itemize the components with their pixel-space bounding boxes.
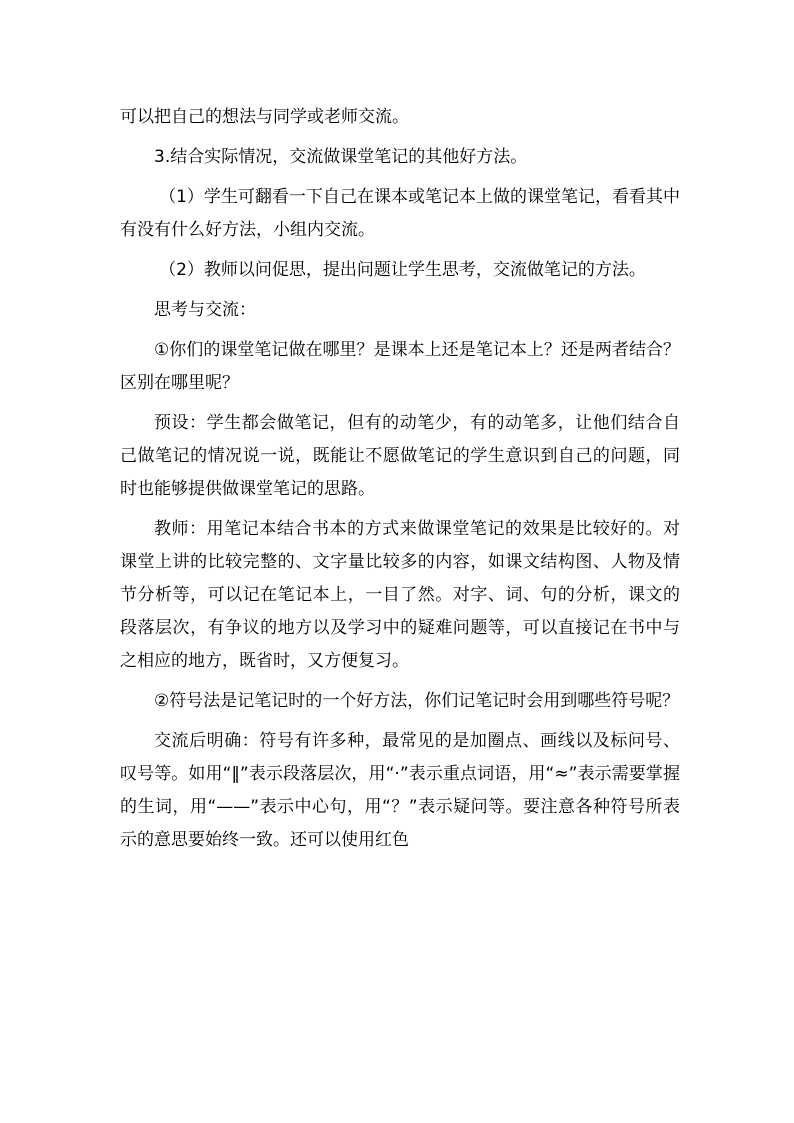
paragraph-preset: 预设：学生都会做笔记，但有的动笔少，有的动笔多，让他们结合自己做笔记的情况说一说，既能让不愿做笔记的学生意识到自己的问题，同时也能够提供做课堂笔记的思路。	[120, 413, 680, 499]
paragraph-conclusion: 交流后明确：符号有许多种，最常见的是加圈点、画线以及标问号、叹号等。如用“‖”表示段落层次，用“·”表示重点词语，用“≈”表示需要掌握的生词，用“——”表示中心句，用“？”表示疑问等。要注意各种符号所表示的意思要始终一致。还可以使用红色	[120, 731, 680, 850]
paragraph-item-2: （2）教师以问促思，提出问题让学生思考，交流做笔记的方法。	[159, 260, 646, 280]
paragraph-discussion-heading: 思考与交流：	[154, 300, 256, 320]
paragraph-question-1: ①你们的课堂笔记做在哪里？是课本上还是笔记本上？还是两者结合？区别在哪里呢？	[120, 340, 680, 393]
paragraph-continuation: 可以把自己的想法与同学或老师交流。	[120, 107, 409, 127]
document-body	[120, 101, 680, 864]
paragraph-item-1: （1）学生可翻看一下自己在课本或笔记本上做的课堂笔记，看看其中有没有什么好方法，小组内交流。	[120, 187, 680, 240]
paragraph-step-3: 3.结合实际情况，交流做课堂笔记的其他好方法。	[154, 147, 528, 167]
paragraph-teacher: 教师：用笔记本结合书本的方式来做课堂笔记的效果是比较好的。对课堂上讲的比较完整的、文字量比较多的内容，如课文结构图、人物及情节分析等，可以记在笔记本上，一目了然。对字、词、句的分析，课文的段落层次，有争议的地方以及学习中的疑难问题等，可以直接记在书中与之相应的地方，既省时，又方便复习。	[120, 519, 680, 671]
paragraph-question-2: ②符号法是记笔记时的一个好方法，你们记笔记时会用到哪些符号呢？	[154, 691, 680, 711]
